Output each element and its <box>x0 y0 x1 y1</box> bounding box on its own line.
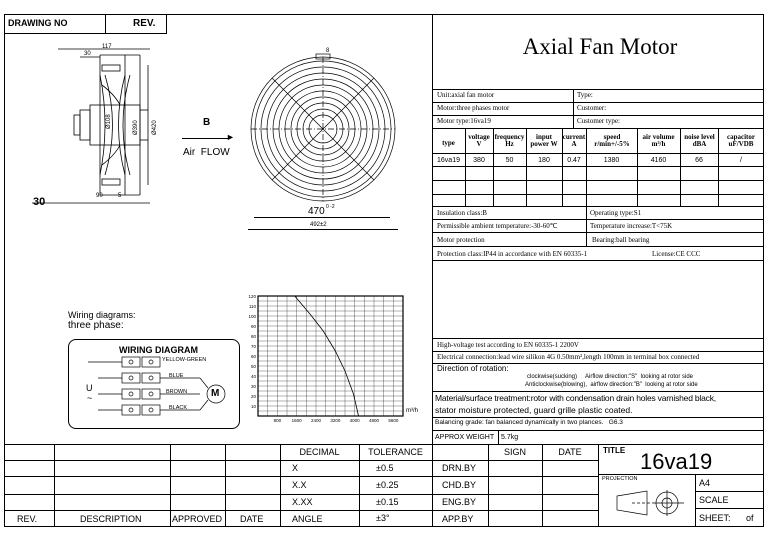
front-view-grille <box>248 54 398 204</box>
side-view-drawing <box>30 45 180 205</box>
document-title: Axial Fan Motor <box>522 34 678 59</box>
spec-protection: Motor protection <box>437 236 485 244</box>
chart-y-tick-label: 60 <box>250 354 256 359</box>
td-type: 16va19 <box>437 157 460 164</box>
chart-y-tick-label: 70 <box>250 344 256 349</box>
dim-470-line <box>254 217 390 218</box>
dim-470: 470 <box>308 206 325 217</box>
spec-temp-increase: Temperature increase:T<75K <box>590 222 673 230</box>
tb-size: A4 <box>699 478 711 488</box>
chart-x-tick-label: 5600 <box>388 418 399 423</box>
chart-y-tick-label: 30 <box>250 384 256 389</box>
chart-y-tick-label: 10 <box>250 404 256 409</box>
td-air-volume: 4160 <box>650 157 667 164</box>
spec-weight: 5.7kg <box>501 434 519 441</box>
spec-hv-test: High-voltage test according to EN 60335-1 2200V <box>437 341 579 349</box>
spec-weight-label: APPROX WEIGHT <box>435 434 495 441</box>
chart-y-tick-label: 110 <box>248 304 256 309</box>
th-current: current A <box>562 133 586 148</box>
tb-tolerance-label: TOLERANCE <box>368 447 423 457</box>
th-air-volume: air volume m³/h <box>642 133 675 148</box>
dim-390: Ø390 <box>133 120 139 135</box>
wire-yellow-green: YELLOW-GREEN <box>162 357 207 363</box>
tb-title-value: 16va19 <box>640 449 713 474</box>
chart-x-axis-label: m³/h <box>406 408 418 414</box>
tb-date-label-2: DATE <box>240 514 264 524</box>
th-frequency: frequency Hz <box>494 133 525 148</box>
dim-470-tol: 0 -2 <box>326 204 335 210</box>
tb-eng-by: ENG.BY <box>442 497 477 507</box>
tb-drn-by: DRN.BY <box>442 463 477 473</box>
spec-motor: Motor:three phases motor <box>437 104 510 112</box>
wiring-title-2: three phase: <box>68 320 124 331</box>
dim-492: 492±2 <box>310 222 327 228</box>
th-type: type <box>442 139 455 147</box>
chart-y-tick-label: 40 <box>250 374 256 379</box>
chart-y-tick-label: 20 <box>250 394 256 399</box>
tb-date-label: DATE <box>558 447 582 457</box>
dim-420: Ø420 <box>152 120 158 135</box>
spec-ambient: Permissible ambient temperature:-30-60℃ <box>437 222 558 230</box>
spec-operating: Operating type:S1 <box>590 209 642 217</box>
flow-arrow-head: ► <box>226 132 235 142</box>
tb-projection-label: PROJECTION <box>602 476 638 482</box>
wiring-schematic <box>80 355 230 425</box>
tb-title-label: TITLE <box>603 446 626 455</box>
tb-decimal-xx: X.X <box>292 480 307 490</box>
tb-tol-x: ±0.5 <box>376 463 394 473</box>
rev-label: REV. <box>133 18 156 29</box>
wiring-title-1: Wiring diagrams: <box>68 310 136 320</box>
spec-rotation-label: Direction of rotation: <box>437 364 509 373</box>
air-flow-label: Air FLOW <box>183 147 230 158</box>
tb-tol-xx: ±0.25 <box>376 480 399 490</box>
motor-symbol-label: M <box>211 388 220 399</box>
spec-unit: Unit:axial fan motor <box>437 91 495 99</box>
tb-chd-by: CHD.BY <box>442 480 477 490</box>
spec-customer-type: Customer type: <box>577 117 620 125</box>
spec-material-2: stator moisture protected, guard grille plastic coated. <box>435 405 633 415</box>
td-noise: 66 <box>695 157 703 164</box>
chart-x-tick-label: 2400 <box>310 418 322 423</box>
wire-brown: BROWN <box>166 389 188 395</box>
spec-rotation-cw: clockwise(sucking) Airflow direction:"S" looking at rotor side <box>527 374 693 380</box>
projection-symbol <box>612 488 692 518</box>
th-voltage: voltage V <box>468 133 490 148</box>
tb-sign-label: SIGN <box>503 447 526 457</box>
spec-rotation-ccw: Anticlockwise(blowing), airflow direction:"B" looking at rotor side <box>525 382 698 388</box>
dim-5: 5 <box>118 193 122 199</box>
flow-b-label: B <box>203 117 211 128</box>
wire-black: BLACK <box>169 405 188 411</box>
spec-material: Material/surface treatment:rotor with condensation drain holes varnished black, <box>435 393 716 403</box>
wire-blue: BLUE <box>169 373 184 379</box>
tb-rev-label: REV. <box>17 514 38 524</box>
wiring-tilde: ~ <box>87 393 93 403</box>
wiring-u-label: U <box>86 383 93 393</box>
tb-approved-label: APPROVED <box>172 514 223 524</box>
tb-decimal-label: DECIMAL <box>299 447 340 457</box>
th-capacitor: capacitor uF/VDB <box>727 133 755 148</box>
tb-of-label: of <box>746 513 754 523</box>
tb-tol-angle: ±3° <box>376 513 390 523</box>
tb-decimal-xxx: X.XX <box>292 497 313 507</box>
th-noise: noise level dBA <box>684 133 715 148</box>
dim-8: 8 <box>326 48 330 54</box>
spec-license: License:CE CCC <box>652 250 701 258</box>
chart-x-tick-label: 3200 <box>330 418 341 423</box>
wiring-box-title: WIRING DIAGRAM <box>119 345 198 355</box>
spec-balancing: Balancing grade: fan balanced dynamically in two plances. G6.3 <box>435 419 623 426</box>
spec-electrical: Electrical connection:lead wire silikon 4G 0.50mm²,length 100mm in terminal box connected <box>437 353 700 361</box>
chart-y-tick-label: 90 <box>250 324 256 329</box>
chart-y-tick-label: 80 <box>250 334 256 339</box>
spec-insulation: Insulation class:B <box>437 209 487 217</box>
drawing-no-label: DRAWING NO <box>8 18 68 28</box>
th-speed: speed r/min+/-5% <box>594 133 630 148</box>
dim-90: 90 <box>96 193 103 199</box>
tb-app-by: APP.BY <box>442 514 474 524</box>
tb-tol-xxx: ±0.15 <box>376 497 399 507</box>
td-current: 0.47 <box>567 157 581 164</box>
chart-x-tick-label: 4000 <box>349 418 360 423</box>
spec-protection-class: Protection class:IP44 in accordance with EN 60335-1 <box>437 250 588 258</box>
td-capacitor: / <box>740 157 742 164</box>
tb-decimal-angle: ANGLE <box>292 514 323 524</box>
th-input-power: input power W <box>530 133 558 148</box>
dim-492-line <box>248 229 398 230</box>
chart-x-tick-label: 4800 <box>368 418 380 423</box>
spec-customer: Customer: <box>577 104 607 112</box>
chart-y-tick-label: 50 <box>250 364 256 369</box>
spec-motor-type: Motor type:16va19 <box>437 117 491 125</box>
chart-x-tick-label: 1600 <box>291 418 302 423</box>
dim-117: 117 <box>102 44 112 50</box>
td-input-power: 180 <box>538 157 550 164</box>
spec-bearing: Bearing:ball bearing <box>592 236 650 244</box>
spec-type: Type: <box>577 91 593 99</box>
chart-x-tick-label: 800 <box>273 418 282 423</box>
tb-description-label: DESCRIPTION <box>80 514 142 524</box>
tb-decimal-x: X <box>292 463 299 473</box>
td-frequency: 50 <box>505 157 514 164</box>
chart-y-tick-label: 100 <box>248 314 256 319</box>
tb-sheet-label: SHEET: <box>699 513 731 523</box>
chart-y-tick-label: 120 <box>248 294 256 299</box>
dim-30-bottom: 30 <box>33 196 46 208</box>
dim-108: Ø108 <box>106 114 112 129</box>
tb-scale-label: SCALE <box>699 495 729 505</box>
dim-30-top: 30 <box>84 51 91 57</box>
flow-arrow <box>182 138 230 139</box>
td-voltage: 380 <box>473 157 485 164</box>
td-speed: 1380 <box>603 157 620 164</box>
performance-chart <box>240 290 430 430</box>
